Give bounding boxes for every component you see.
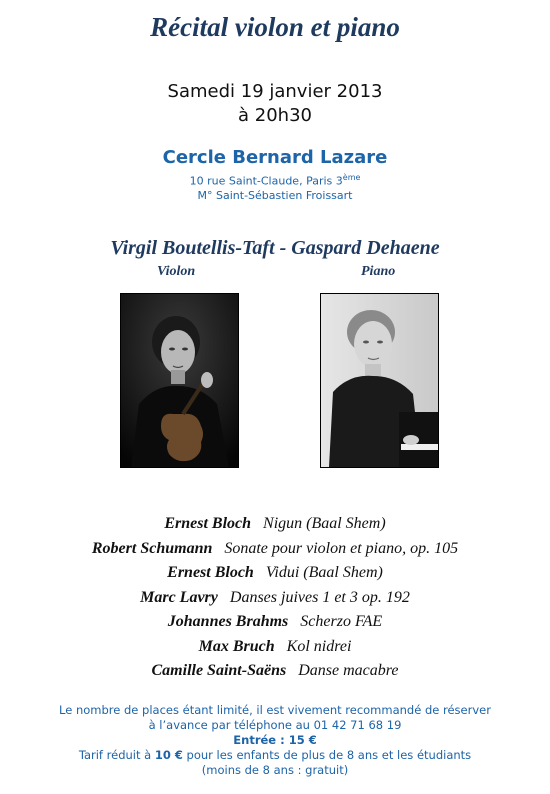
venue-address	[0, 171, 550, 203]
venue-name: Cercle Bernard Lazare	[162, 147, 388, 168]
performer-names: Virgil Boutellis-Taft - Gaspard Dehaene	[110, 237, 440, 259]
reduced-text: Tarif réduit à	[78, 748, 155, 762]
composer: Robert Schumann	[91, 539, 213, 557]
program-item	[0, 537, 550, 562]
time-line: à 20h30	[238, 105, 312, 126]
composer: Max Bruch	[198, 637, 275, 655]
work: Danse macabre	[298, 662, 399, 679]
work: Vidui (Baal Shem)	[265, 564, 383, 581]
date-line: Samedi 19 janvier 2013	[167, 81, 383, 102]
reduced-price-line	[0, 748, 550, 763]
metro-station: M° Saint-Sébastien Froissart	[197, 188, 353, 202]
reduced-text-end: pour les enfants de plus de 8 ans et les étudiants	[182, 748, 472, 762]
composer: Ernest Bloch	[164, 515, 252, 532]
booking-info	[0, 703, 550, 778]
work: Kol nidrei	[286, 637, 352, 655]
concert-date	[0, 80, 550, 128]
composer: Ernest Bloch	[167, 564, 254, 581]
work: Nigun (Baal Shem)	[263, 515, 386, 532]
pianist-image	[321, 294, 438, 467]
violinist-photo	[120, 293, 239, 468]
work: Danses juives 1 et 3 op. 192	[229, 588, 410, 606]
free-entry-line: (moins de 8 ans : gratuit)	[201, 763, 349, 777]
pianist-photo	[320, 293, 439, 468]
violin-role: Violon	[157, 264, 196, 279]
address-sup: ème	[342, 173, 361, 182]
composer: Camille Saint-Saëns	[151, 662, 287, 679]
piano-role: Piano	[361, 264, 396, 279]
program-item	[0, 561, 550, 586]
composer: Johannes Brahms	[167, 613, 289, 630]
program-item	[0, 586, 550, 611]
reduced-price: 10 €	[154, 748, 183, 762]
page-title: Récital violon et piano	[150, 12, 400, 42]
program-item	[0, 610, 550, 635]
address-text: 10 rue Saint-Claude, Paris 3	[189, 174, 343, 188]
work: Scherzo FAE	[300, 613, 383, 630]
program-list	[0, 512, 550, 684]
violinist-image	[121, 294, 238, 467]
program-item	[0, 659, 550, 684]
entry-price: Entrée : 15 €	[233, 733, 317, 747]
phone-line: à l’avance par téléphone au 01 42 71 68 19	[148, 718, 402, 732]
work: Sonate pour violon et piano, op. 105	[224, 539, 459, 557]
program-item	[0, 635, 550, 660]
composer: Marc Lavry	[140, 588, 218, 606]
program-item	[0, 512, 550, 537]
booking-line: Le nombre de places étant limité, il est vivement recommandé de réserver	[59, 703, 491, 717]
